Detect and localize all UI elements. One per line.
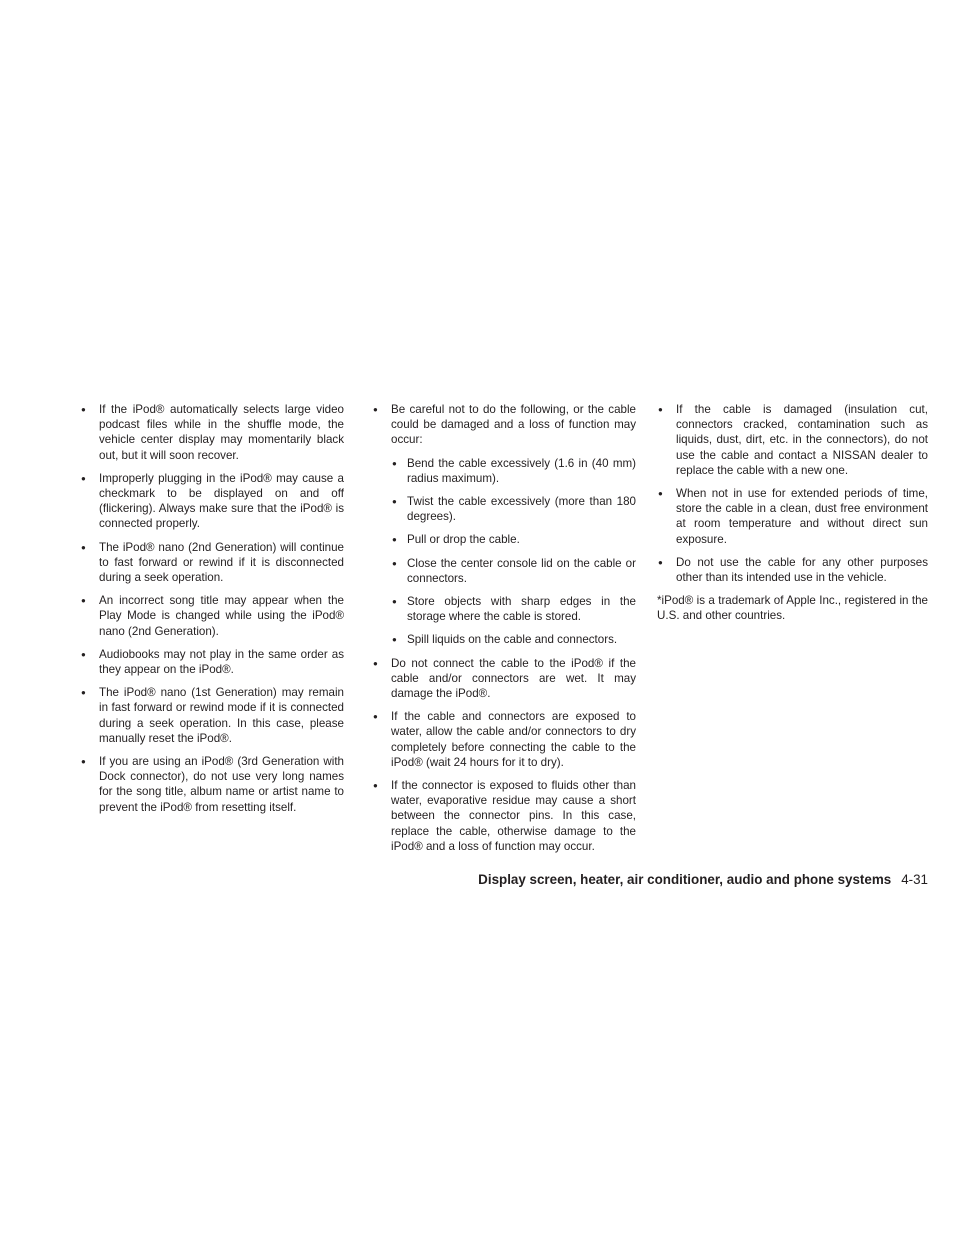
list-item: ● If the cable is damaged (insulation cut, connectors cracked, contamination such as liquids, dust, dirt, etc. in the connectors), do not use the cable and contact a NISSAN dealer to replace the cable with a new one. [657, 402, 928, 478]
bullet-list [80, 402, 344, 815]
bullet-list [372, 402, 636, 854]
section-title: Display screen, heater, air conditioner, audio and phone systems [478, 872, 892, 887]
list-item: ● An incorrect song title may appear when the Play Mode is changed while using the iPod® nano (2nd Generation). [80, 593, 344, 639]
list-item: ● If you are using an iPod® (3rd Generation with Dock connector), do not use very long names for the song title, album name or artist name to prevent the iPod® from resetting itself. [80, 754, 344, 815]
column-middle [372, 402, 636, 862]
list-item: ● Improperly plugging in the iPod® may cause a checkmark to be displayed on and off (flickering). Always make sure that the iPod® is connected properly. [80, 471, 344, 532]
sub-list-item: ● Close the center console lid on the cable or connectors. [391, 556, 636, 586]
list-item [372, 402, 636, 648]
page-footer [478, 872, 928, 887]
sub-list-item: ● Bend the cable excessively (1.6 in (40 mm) radius maximum). [391, 456, 636, 486]
trademark-note: *iPod® is a trademark of Apple Inc., registered in the U.S. and other countries. [657, 594, 928, 623]
list-item: ● Do not use the cable for any other purposes other than its intended use in the vehicle. [657, 555, 928, 585]
list-item: ● If the iPod® automatically selects large video podcast files while in the shuffle mode, the vehicle center display may momentarily black out, but it will soon recover. [80, 402, 344, 463]
page-number: 4-31 [901, 872, 928, 887]
list-item: ● The iPod® nano (1st Generation) may remain in fast forward or rewind mode if it is connected during a seek operation. In this case, please manually reset the iPod®. [80, 685, 344, 746]
sub-list-item: ● Spill liquids on the cable and connectors. [391, 632, 636, 647]
list-item: ● The iPod® nano (2nd Generation) will continue to fast forward or rewind if it is disconnected during a seek operation. [80, 540, 344, 586]
list-item: ● Audiobooks may not play in the same order as they appear on the iPod®. [80, 647, 344, 677]
bullet-list [657, 402, 928, 585]
column-left [80, 402, 344, 823]
sub-bullet-list [391, 456, 636, 648]
sub-list-item: ● Store objects with sharp edges in the storage where the cable is stored. [391, 594, 636, 624]
column-right [657, 402, 928, 624]
list-item: ● If the cable and connectors are exposed to water, allow the cable and/or connectors to dry completely before connecting the cable to the iPod® (wait 24 hours for it to dry). [372, 709, 636, 770]
list-item-text: Be careful not to do the following, or the cable could be damaged and a loss of function may occur: [391, 403, 636, 447]
list-item: ● Do not connect the cable to the iPod® if the cable and/or connectors are wet. It may damage the iPod®. [372, 656, 636, 702]
list-item: ● If the connector is exposed to fluids other than water, evaporative residue may cause a short between the connector pins. In this case, replace the cable, otherwise damage to the iPod® and a loss of function may occur. [372, 778, 636, 854]
sub-list-item: ● Pull or drop the cable. [391, 532, 636, 547]
list-item: ● When not in use for extended periods of time, store the cable in a clean, dust free environment at room temperature and without direct sun exposure. [657, 486, 928, 547]
sub-list-item: ● Twist the cable excessively (more than 180 degrees). [391, 494, 636, 524]
